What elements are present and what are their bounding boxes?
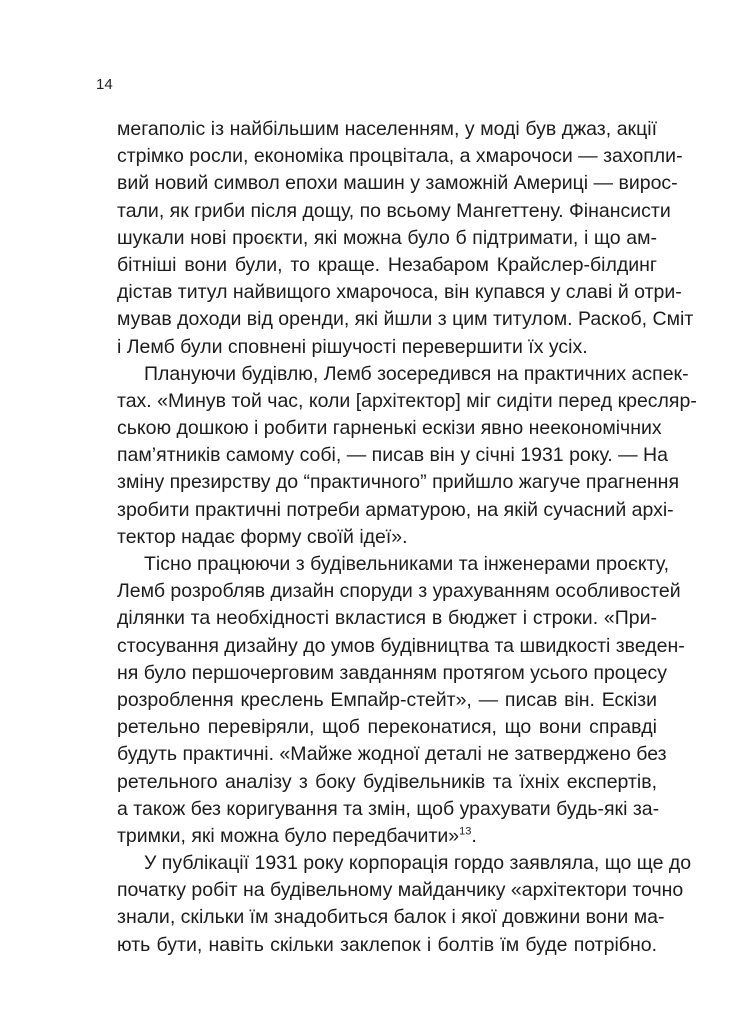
text-line: Плануючи будівлю, Лемб зосередився на практичних аспек- xyxy=(144,362,689,385)
text-line: розроблення креслень Емпайр-стейт», — писав він. Ескізи xyxy=(117,688,657,711)
period: . xyxy=(471,824,477,847)
text-line: вий новий символ епохи машин у заможній Америці — вирос- xyxy=(117,172,678,195)
body-text xyxy=(117,116,697,959)
paragraph-1 xyxy=(117,116,694,361)
text-line: зробити практичні потреби арматурою, на якій сучасний архі- xyxy=(117,498,674,521)
text-line: ють бути, навіть скільки заклепок і болтів їм буде потрібно. xyxy=(117,933,657,956)
text-line: шукали нові проєкти, які можна було б підтримати, і що ам- xyxy=(117,226,657,249)
text-line: дістав титул найвищого хмарочоса, він купався у славі й отри- xyxy=(117,281,682,304)
text-line: бітніші вони були, то краще. Незабаром Крайслер-білдинг xyxy=(117,253,657,276)
paragraph-2 xyxy=(117,361,697,551)
text-line: стосування дизайну до умов будівництва та швидкості зведен- xyxy=(117,634,685,657)
text-line: тримки, які можна було передбачити» xyxy=(117,824,460,847)
page-number: 14 xyxy=(96,76,113,93)
text-line: ня було першочерговим завданням протягом усього процесу xyxy=(117,661,667,684)
text-line: У публікації 1931 року корпорація гордо заявляла, що ще до xyxy=(144,852,692,875)
text-line-with-footnote xyxy=(117,823,657,850)
text-line: тектор надає форму своїй ідеї». xyxy=(117,525,408,548)
text-line: тали, як гриби після дощу, по всьому Мангеттену. Фінансисти xyxy=(117,199,671,222)
text-line: стрімко росли, економіка процвітала, а хмарочоси — захопли- xyxy=(117,145,683,168)
text-line: ською дошкою і робити гарненькі ескізи явно неекономічних xyxy=(117,417,662,440)
text-line: тах. «Минув той час, коли [архітектор] міг сидіти перед кресляр- xyxy=(117,389,697,412)
text-line: мував доходи від оренди, які йшли з цим титулом. Раскоб, Сміт xyxy=(117,308,694,331)
text-line: зміну презирству до “практичного” прийшло жагуче прагнення xyxy=(117,471,680,494)
text-line: мегаполіс із найбільшим населенням, у моді був джаз, акції xyxy=(117,118,657,140)
footnote-marker[interactable]: 13 xyxy=(459,825,472,838)
text-line: Тісно працюючи з будівельниками та інженерами проєкту, xyxy=(144,553,670,575)
text-line: і Лемб були сповнені рішучості перевершити їх усіх. xyxy=(117,335,588,358)
text-line: пам’ятників самому собі, — писав він у січні 1931 року. — На xyxy=(117,444,668,467)
text-line: ділянки та необхідності вкластися в бюджет і строки. «При- xyxy=(117,607,657,630)
text-line: початку робіт на будівельному майданчику «архітектори точно xyxy=(117,879,684,902)
paragraph-3 xyxy=(117,551,685,850)
text-line: будуть практичні. «Майже жодної деталі не затверджено без xyxy=(117,743,667,766)
text-line: знали, скільки їм знадобиться балок і якої довжини вони ма- xyxy=(117,906,665,929)
text-line: ретельно перевіряли, щоб переконатися, що вони справді xyxy=(117,716,657,739)
text-line: Лемб розробляв дизайн споруди з урахуванням особливостей xyxy=(117,580,681,603)
text-line: а також без коригування та змін, щоб урахувати будь-які за- xyxy=(117,797,660,820)
paragraph-4 xyxy=(117,850,692,959)
text-line: ретельного аналізу з боку будівельників та їхніх експертів, xyxy=(117,770,657,793)
